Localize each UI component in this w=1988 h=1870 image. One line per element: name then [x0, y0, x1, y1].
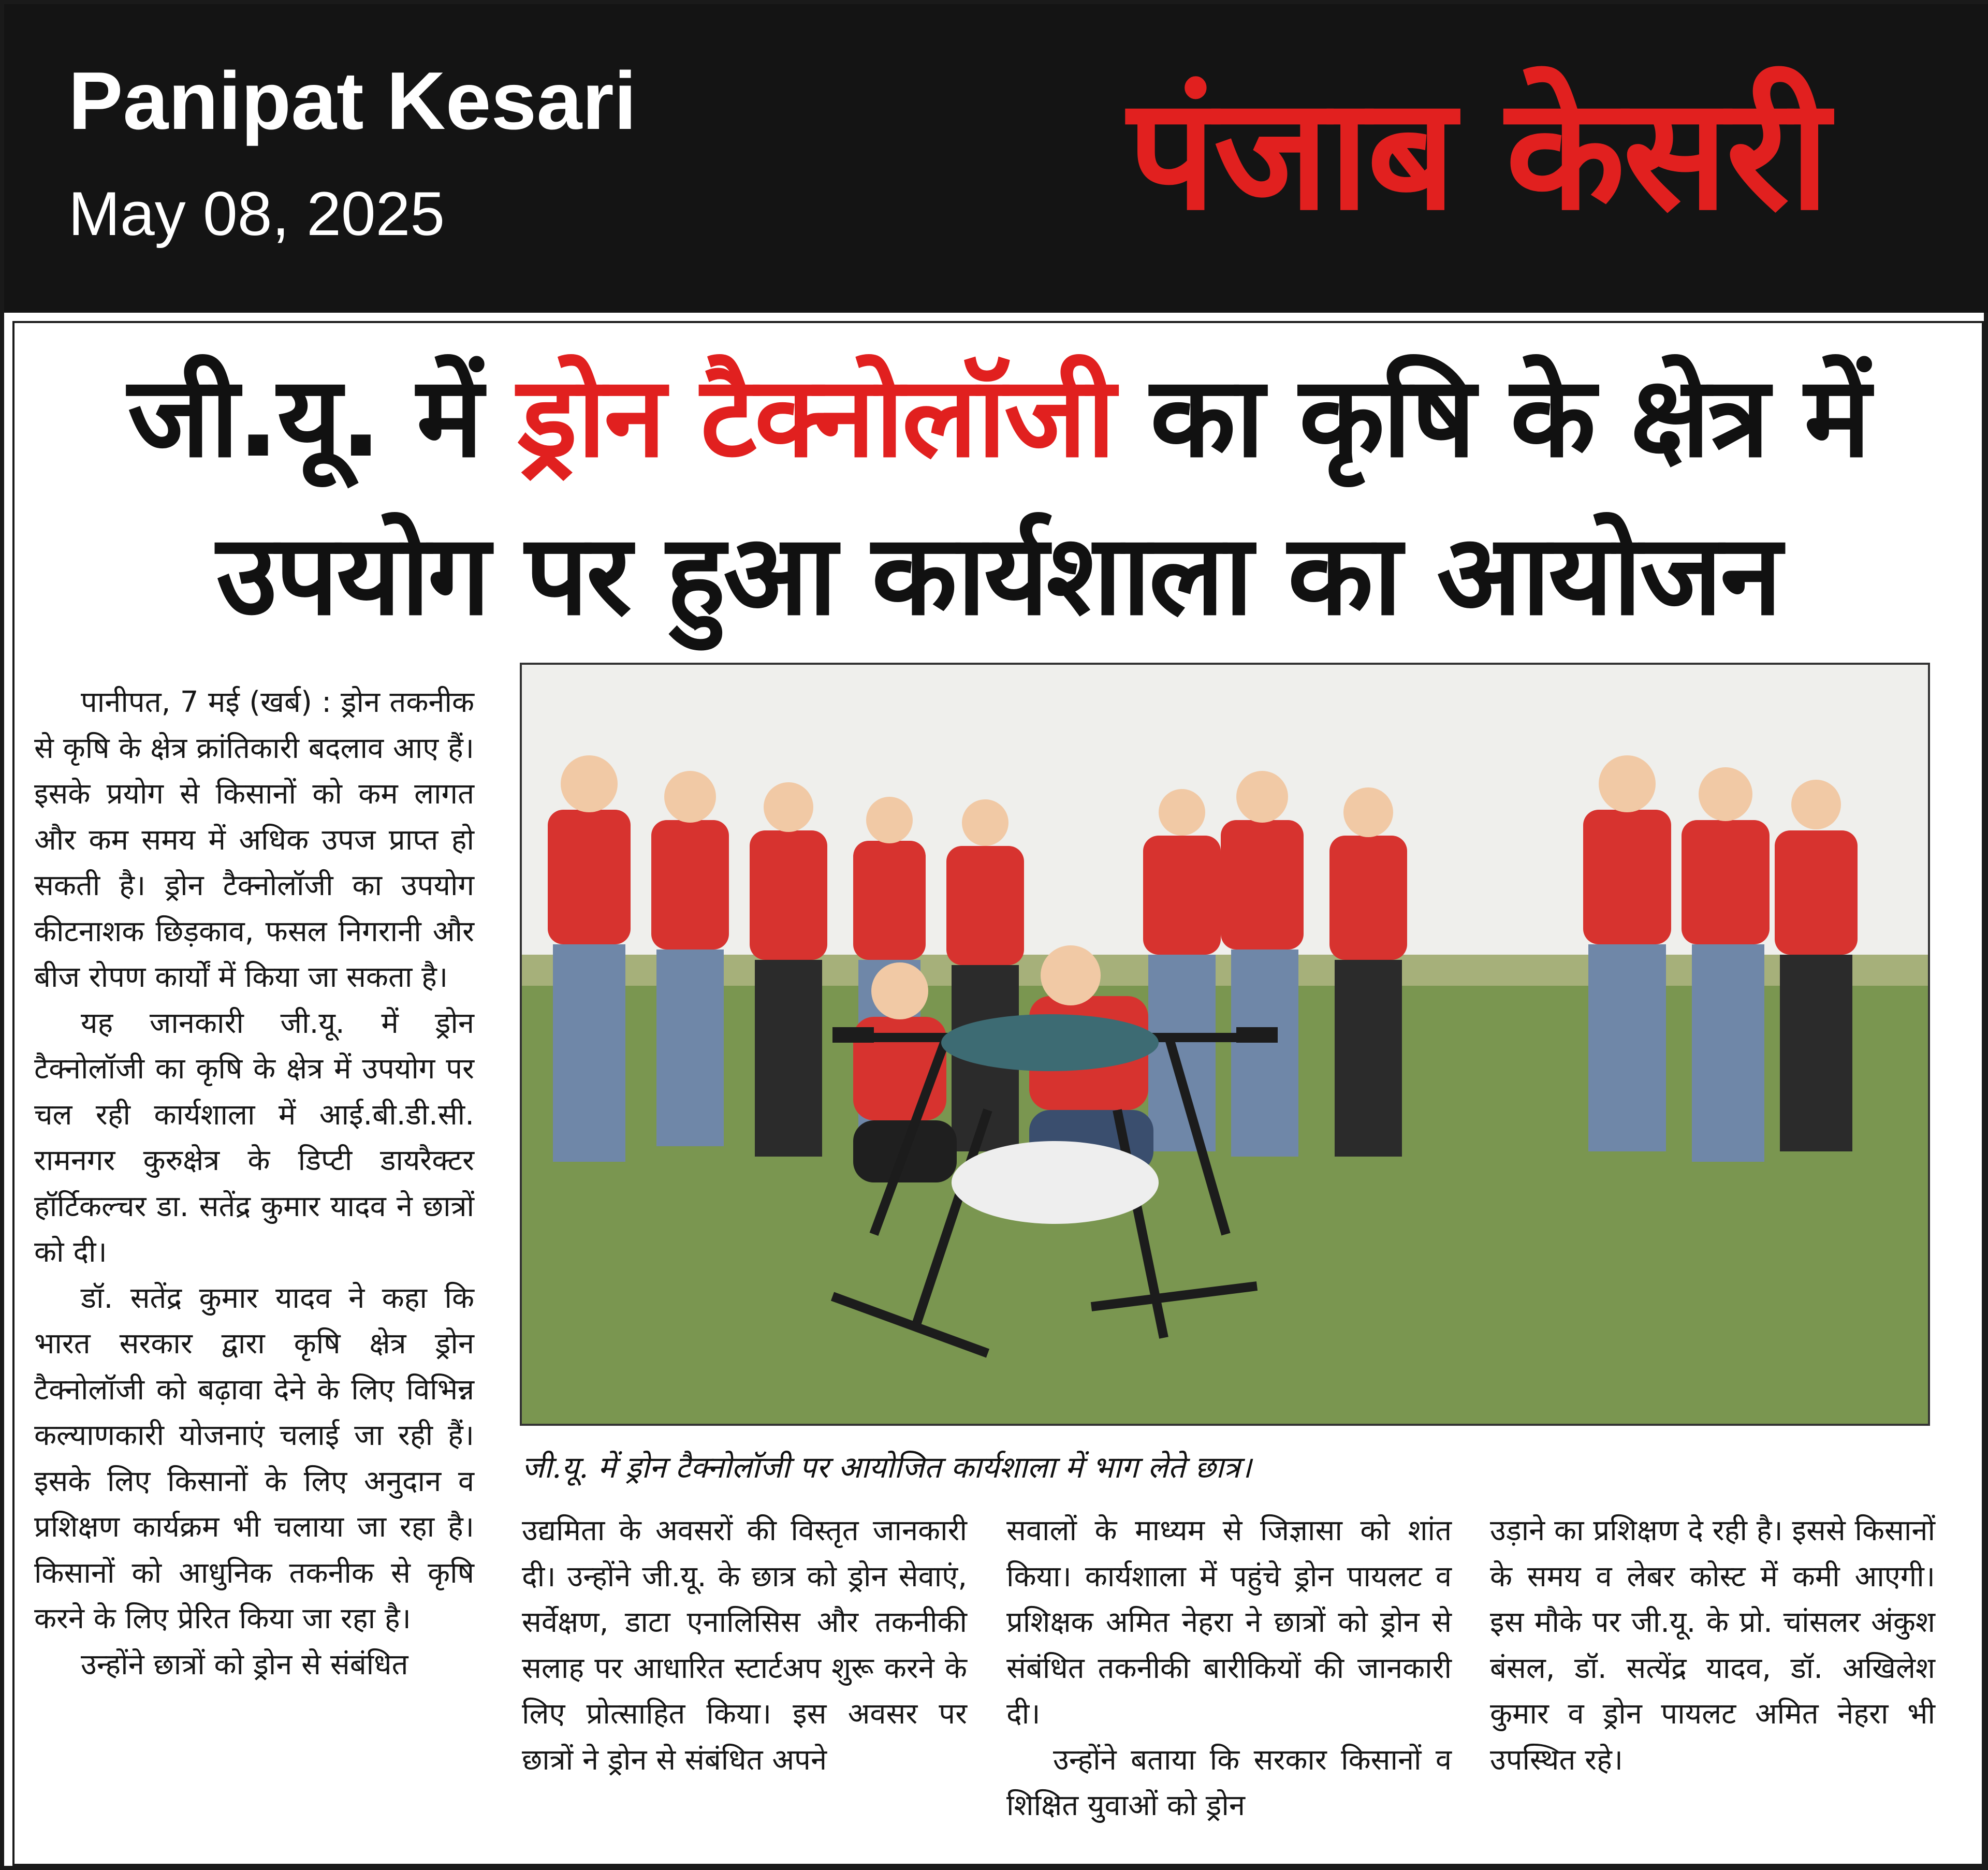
paragraph: डॉ. सतेंद्र कुमार यादव ने कहा कि भारत सरकार द्वारा कृषि क्षेत्र ड्रोन टैक्नोलॉजी को बढ़ावा देने के लिए विभिन्न कल्याणकारी योजनाएं चलाई जा रही हैं। इसके लिए किसानों के लिए अनुदान व प्रशिक्षण कार्यक्रम भी चलाया जा रहा है। किसानों को आधुनिक तकनीक से कृषि करने के लिए प्रेरित किया जा रहा है। [34, 1281, 474, 1635]
article-column-2 [522, 1508, 967, 1783]
news-photo [520, 663, 1930, 1426]
headline-line-1 [30, 352, 1966, 482]
paragraph: उन्होंने बताया कि सरकार किसानों व शिक्षित युवाओं को ड्रोन [1006, 1743, 1452, 1822]
paragraph: पानीपत, 7 मई (खर्ब) : ड्रोन तकनीक से कृषि के क्षेत्र क्रांतिकारी बदलाव आए हैं। इसके प्रयोग से किसानों को कम लागत और कम समय में अधिक उपज प्राप्त हो सकती है। ड्रोन टैक्नोलॉजी का उपयोग कीटनाशक छिड़काव, फसल निगरानी और बीज रोपण कार्यों में किया जा सकता है। [34, 685, 474, 994]
article-column-1 [34, 680, 474, 1688]
paragraph: उड़ाने का प्रशिक्षण दे रही है। इससे किसानों के समय व लेबर कोस्ट में कमी आएगी। इस मौके पर जी.यू. के प्रो. चांसलर अंकुश बंसल, डॉ. सत्येंद्र यादव, डॉ. अखिलेश कुमार व ड्रोन पायलट अमित नेहरा भी उपस्थित रहे। [1490, 1514, 1935, 1777]
publication-date: May 08, 2025 [68, 179, 445, 249]
article-column-3 [1006, 1508, 1452, 1829]
headline-part: जी.यू. में [127, 352, 481, 482]
masthead [4, 4, 1988, 313]
edition-title: Panipat Kesari [68, 55, 637, 147]
paragraph: उद्यमिता के अवसरों की विस्तृत जानकारी दी। उन्होंने जी.यू. के छात्र को ड्रोन सेवाएं, सर्वेक्षण, डाटा एनालिसिस और तकनीकी सलाह पर आधारित स्टार्टअप शुरू करने के लिए प्रोत्साहित किया। इस अवसर पर छात्रों ने ड्रोन से संबंधित अपने [522, 1514, 967, 1777]
photo-students-drone-illustration [522, 665, 1928, 1424]
paragraph: उन्होंने छात्रों को ड्रोन से संबंधित [81, 1647, 408, 1682]
headline-highlight: ड्रोन टैक्नोलॉजी [518, 352, 1114, 482]
newspaper-logo: पंजाब केसरी [1128, 64, 1828, 244]
headline-part: का कृषि के क्षेत्र में [1150, 352, 1869, 482]
headline-line-2: उपयोग पर हुआ कार्यशाला का आयोजन [216, 510, 1780, 640]
paragraph: सवालों के माध्यम से जिज्ञासा को शांत किया। कार्यशाला में पहुंचे ड्रोन पायलट व प्रशिक्षक अमित नेहरा ने छात्रों को ड्रोन से संबंधित तकनीकी बारीकियों की जानकारी दी। [1006, 1514, 1452, 1731]
paragraph: यह जानकारी जी.यू. में ड्रोन टैक्नोलॉजी का कृषि के क्षेत्र में उपयोग पर चल रही कार्यशाला में आई.बी.डी.सी. रामनगर कुरुक्षेत्र के डिप्टी डायरैक्टर हॉर्टिकल्चर डा. सतेंद्र कुमार यादव ने छात्रों को दी। [34, 1006, 474, 1269]
article-column-4 [1490, 1508, 1935, 1783]
photo-caption: जी.यू. में ड्रोन टैक्नोलॉजी पर आयोजित कार्यशाला में भाग लेते छात्र। [522, 1450, 1252, 1485]
